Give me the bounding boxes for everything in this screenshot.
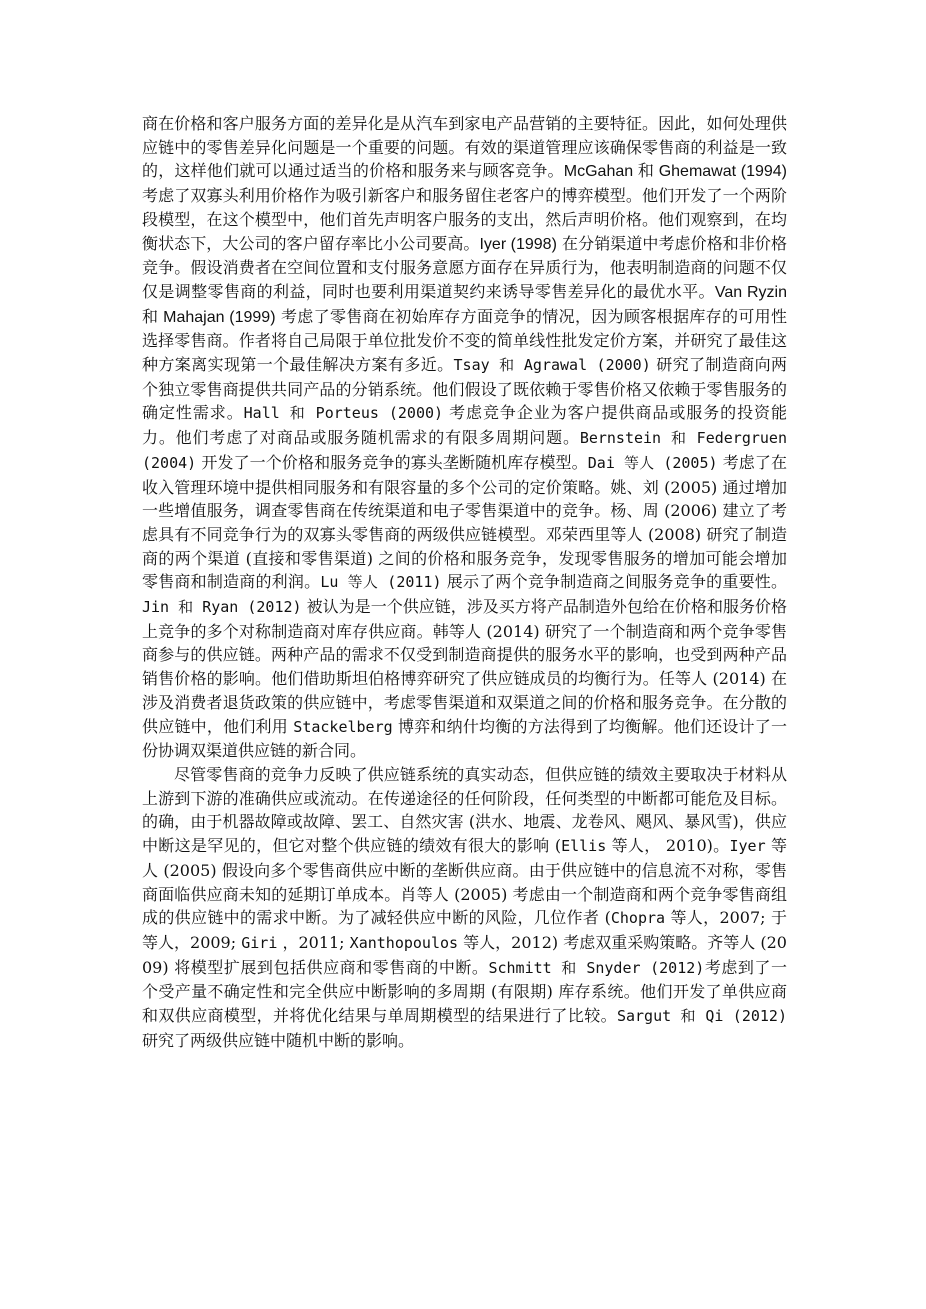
document-page (142, 112, 787, 1052)
citation-segment: Jin 和 Ryan (2012) (142, 598, 302, 617)
citation-segment: Van Ryzin 和 Mahajan (1999) (142, 283, 787, 326)
citation-segment: Hall 和 Porteus (2000) (243, 404, 444, 423)
body-text-segment: 等人，2007; 于等人，2009; (142, 908, 787, 952)
body-text-segment: 考虑了双寡头利用价格作为吸引新客户和服务留住老客户的博弈模型。他们开发了一个两阶段模型，在这个模型中，他们首先声明客户服务的支出，然后声明价格。他们观察到，在均衡状态下，大公司的客户留存率比小公司要高。 (142, 186, 787, 253)
citation-segment: Ellis (561, 837, 607, 856)
citation-segment: Tsay 和 Agrawal (2000) (453, 356, 651, 375)
citation-segment: Iyer (1998) (479, 235, 557, 253)
paragraph-1 (142, 112, 787, 763)
citation-segment: McGahan 和 Ghemawat (1994) (563, 163, 787, 181)
body-text-segment: 尽管零售商的竞争力反映了供应链系统的真实动态，但供应链的绩效主要取决于材料从上游到下游的准确供应或流动。在传递途径的任何阶段，任何类型的中断都可能危及目标。的确，由于机器故障或故障、罢工、自然灾害 (洪水、地震、龙卷风、飓风、暴风雪)，供应中断这是罕见的，但它对整个供应链的绩效有很大的影响 ( (142, 764, 787, 856)
paragraph-2 (142, 763, 787, 1052)
body-text-segment: 研究了制造商向两个独立零售商提供共同产品的分销系统。他们假设了既依赖于零售价格又依赖于零售服务的确定性需求。 (142, 355, 787, 423)
body-text-segment: 博弈和纳什均衡的方法得到了均衡解。他们还设计了一份协调双渠道供应链的新合同。 (142, 716, 787, 761)
citation-segment: Schmitt 和 Snyder (2012) (488, 958, 705, 977)
citation-segment: Iyer (729, 837, 766, 856)
body-text-segment: 考虑竞争企业为客户提供商品或服务的投资能力。他们考虑了对商品或服务随机需求的有限多周期问题。 (142, 403, 787, 448)
body-text-segment: 考虑到了一个受产量不确定性和完全供应中断影响的多周期 (有限期) 库存系统。他们开发了单供应商和双供应商模型，并将优化结果与单周期模型的结果进行了比较。 (142, 957, 787, 1026)
citation-segment: Stackelberg (293, 717, 393, 736)
body-text-segment: 商在价格和客户服务方面的差异化是从汽车到家电产品营销的主要特征。因此，如何处理供应链中的零售差异化问题是一个重要的问题。有效的渠道管理应该确保零售商的利益是一致的，这样他们就可以通过适当的价格和服务来与顾客竞争。 (142, 114, 787, 181)
body-text-segment: 等人 (2005) 假设向多个零售商供应中断的垄断供应商。由于供应链中的信息流不对称，零售商面临供应商未知的延期订单成本。肖等人 (2005) 考虑由一个制造商和两个竞争零售商组成的供应链中的需求中断。为了减轻供应中断的风险，几位作者 ( (142, 836, 787, 928)
body-text-segment: 展示了两个竞争制造商之间服务竞争的重要性。 (441, 572, 787, 592)
body-text-segment: 研究了两级供应链中随机中断的影响。 (142, 1030, 415, 1050)
body-text-segment: 考虑了在收入管理环境中提供相同服务和有限容量的多个公司的定价策略。姚、刘 (2005) 通过增加一些增值服务，调查零售商在传统渠道和电子零售渠道中的竞争。杨、周 (2006) 建立了考虑具有不同竞争行为的双寡头零售商的两级供应链模型。邓荣西里等人 (2008) 研究了制造商的两个渠道 (直接和零售渠道) 之间的价格和服务竞争，发现零售服务的增加可能会增加零售商和制造商的利润。 (142, 452, 787, 592)
citation-segment: Bernstein 和 Federgruen (2004) (142, 429, 787, 472)
citation-segment: Sargut 和 Qi (2012) (616, 1007, 787, 1026)
citation-segment: Lu 等人 (2011) (320, 573, 442, 592)
body-text-segment: 开发了一个价格和服务竞争的寡头垄断随机库存模型。 (196, 452, 588, 472)
citation-segment: Giri (241, 933, 278, 952)
body-text-segment: 被认为是一个供应链，涉及买方将产品制造外包给在价格和服务价格上竞争的多个对称制造商对库存供应商。韩等人 (2014) 研究了一个制造商和两个竞争零售商参与的供应链。两种产品的需求不仅受到制造商提供的服务水平的影响，也受到两种产品销售价格的影响。他们借助斯坦伯格博弈研究了供应链成员的均衡行为。任等人 (2014) 在涉及消费者退货政策的供应链中，考虑零售渠道和双渠道之间的价格和服务竞争。在分散的供应链中，他们利用 (142, 597, 787, 736)
body-text-segment: 等人， 2010)。 (606, 836, 730, 856)
body-text-segment: 等人，2012) 考虑双重采购策略。齐等人 (2009) 将模型扩展到包括供应商和零售商的中断。 (142, 932, 787, 977)
citation-segment: Xanthopoulos (349, 933, 459, 952)
body-text-segment: 在分销渠道中考虑价格和非价格竞争。假设消费者在空间位置和支付服务意愿方面存在异质行为，他表明制造商的问题不仅仅是调整零售商的利益，同时也要利用渠道契约来诱导零售差异化的最优水平。 (142, 233, 787, 301)
body-text-segment: 考虑了零售商在初始库存方面竞争的情况，因为顾客根据库存的可用性选择零售商。作者将自己局限于单位批发价不变的简单线性批发定价方案，并研究了最佳这种方案离实现第一个最佳解决方案有多近。 (142, 306, 787, 375)
citation-segment: Dai 等人 (2005) (587, 453, 718, 472)
body-text-segment: ，2011; (277, 932, 350, 952)
citation-segment: Chopra (610, 909, 666, 928)
